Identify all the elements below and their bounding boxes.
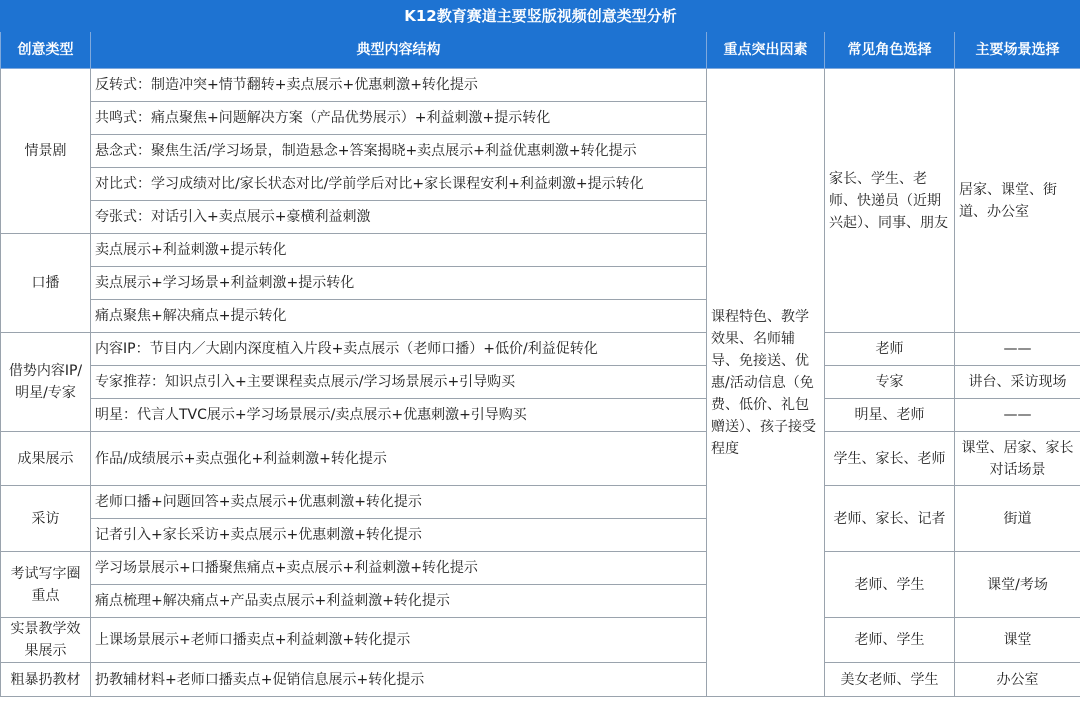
structure-cell: 明星：代言人TVC展示+学习场景展示/卖点展示+优惠刺激+引导购买 (91, 399, 707, 432)
shared-scenes-cell: 居家、课堂、街道、办公室 (955, 69, 1080, 333)
role-cell: 老师、学生 (825, 618, 955, 663)
header-roles: 常见角色选择 (825, 32, 955, 69)
structure-cell: 作品/成绩展示+卖点强化+利益刺激+转化提示 (91, 432, 707, 486)
shared-focus-cell: 课程特色、教学效果、名师辅导、免接送、优惠/活动信息（免费、低价、礼包赠送）、孩子接受程度 (707, 69, 825, 697)
type-cell: 成果展示 (1, 432, 91, 486)
type-cell: 粗暴扔教材 (1, 663, 91, 697)
structure-cell: 卖点展示+学习场景+利益刺激+提示转化 (91, 267, 707, 300)
scene-cell: —— (955, 333, 1080, 366)
type-cell: 情景剧 (1, 69, 91, 234)
role-cell: 学生、家长、老师 (825, 432, 955, 486)
type-cell: 采访 (1, 486, 91, 552)
structure-cell: 老师口播+问题回答+卖点展示+优惠刺激+转化提示 (91, 486, 707, 519)
structure-cell: 反转式：制造冲突+情节翻转+卖点展示+优惠刺激+转化提示 (91, 69, 707, 102)
role-cell: 美女老师、学生 (825, 663, 955, 697)
role-cell: 老师、学生 (825, 552, 955, 618)
header-scenes: 主要场景选择 (955, 32, 1080, 69)
structure-cell: 记者引入+家长采访+卖点展示+优惠刺激+转化提示 (91, 519, 707, 552)
header-structure: 典型内容结构 (91, 32, 707, 69)
structure-cell: 学习场景展示+口播聚焦痛点+卖点展示+利益刺激+转化提示 (91, 552, 707, 585)
structure-cell: 专家推荐：知识点引入+主要课程卖点展示/学习场景展示+引导购买 (91, 366, 707, 399)
scene-cell: 课堂 (955, 618, 1080, 663)
structure-cell: 共鸣式：痛点聚焦+问题解决方案（产品优势展示）+利益刺激+提示转化 (91, 102, 707, 135)
type-cell: 考试写字圈重点 (1, 552, 91, 618)
scene-cell: —— (955, 399, 1080, 432)
scene-cell: 课堂/考场 (955, 552, 1080, 618)
structure-cell: 夸张式：对话引入+卖点展示+豪横利益刺激 (91, 201, 707, 234)
structure-cell: 对比式：学习成绩对比/家长状态对比/学前学后对比+家长课程安利+利益刺激+提示转化 (91, 168, 707, 201)
type-cell: 借势内容IP/明星/专家 (1, 333, 91, 432)
scene-cell: 讲台、采访现场 (955, 366, 1080, 399)
scene-cell: 街道 (955, 486, 1080, 552)
header-focus: 重点突出因素 (707, 32, 825, 69)
role-cell: 老师 (825, 333, 955, 366)
structure-cell: 痛点梳理+解决痛点+产品卖点展示+利益刺激+转化提示 (91, 585, 707, 618)
role-cell: 专家 (825, 366, 955, 399)
role-cell: 明星、老师 (825, 399, 955, 432)
structure-cell: 悬念式：聚焦生活/学习场景，制造悬念+答案揭晓+卖点展示+利益优惠刺激+转化提示 (91, 135, 707, 168)
shared-roles-cell: 家长、学生、老师、快递员（近期兴起）、同事、朋友 (825, 69, 955, 333)
table-title: K12教育赛道主要竖版视频创意类型分析 (1, 1, 1080, 32)
structure-cell: 痛点聚焦+解决痛点+提示转化 (91, 300, 707, 333)
type-cell: 实景教学效果展示 (1, 618, 91, 663)
scene-cell: 课堂、居家、家长对话场景 (955, 432, 1080, 486)
structure-cell: 内容IP：节目内／大剧内深度植入片段+卖点展示（老师口播）+低价/利益促转化 (91, 333, 707, 366)
structure-cell: 卖点展示+利益刺激+提示转化 (91, 234, 707, 267)
header-type: 创意类型 (1, 32, 91, 69)
role-cell: 老师、家长、记者 (825, 486, 955, 552)
scene-cell: 办公室 (955, 663, 1080, 697)
type-cell: 口播 (1, 234, 91, 333)
structure-cell: 扔教辅材料+老师口播卖点+促销信息展示+转化提示 (91, 663, 707, 697)
structure-cell: 上课场景展示+老师口播卖点+利益刺激+转化提示 (91, 618, 707, 663)
